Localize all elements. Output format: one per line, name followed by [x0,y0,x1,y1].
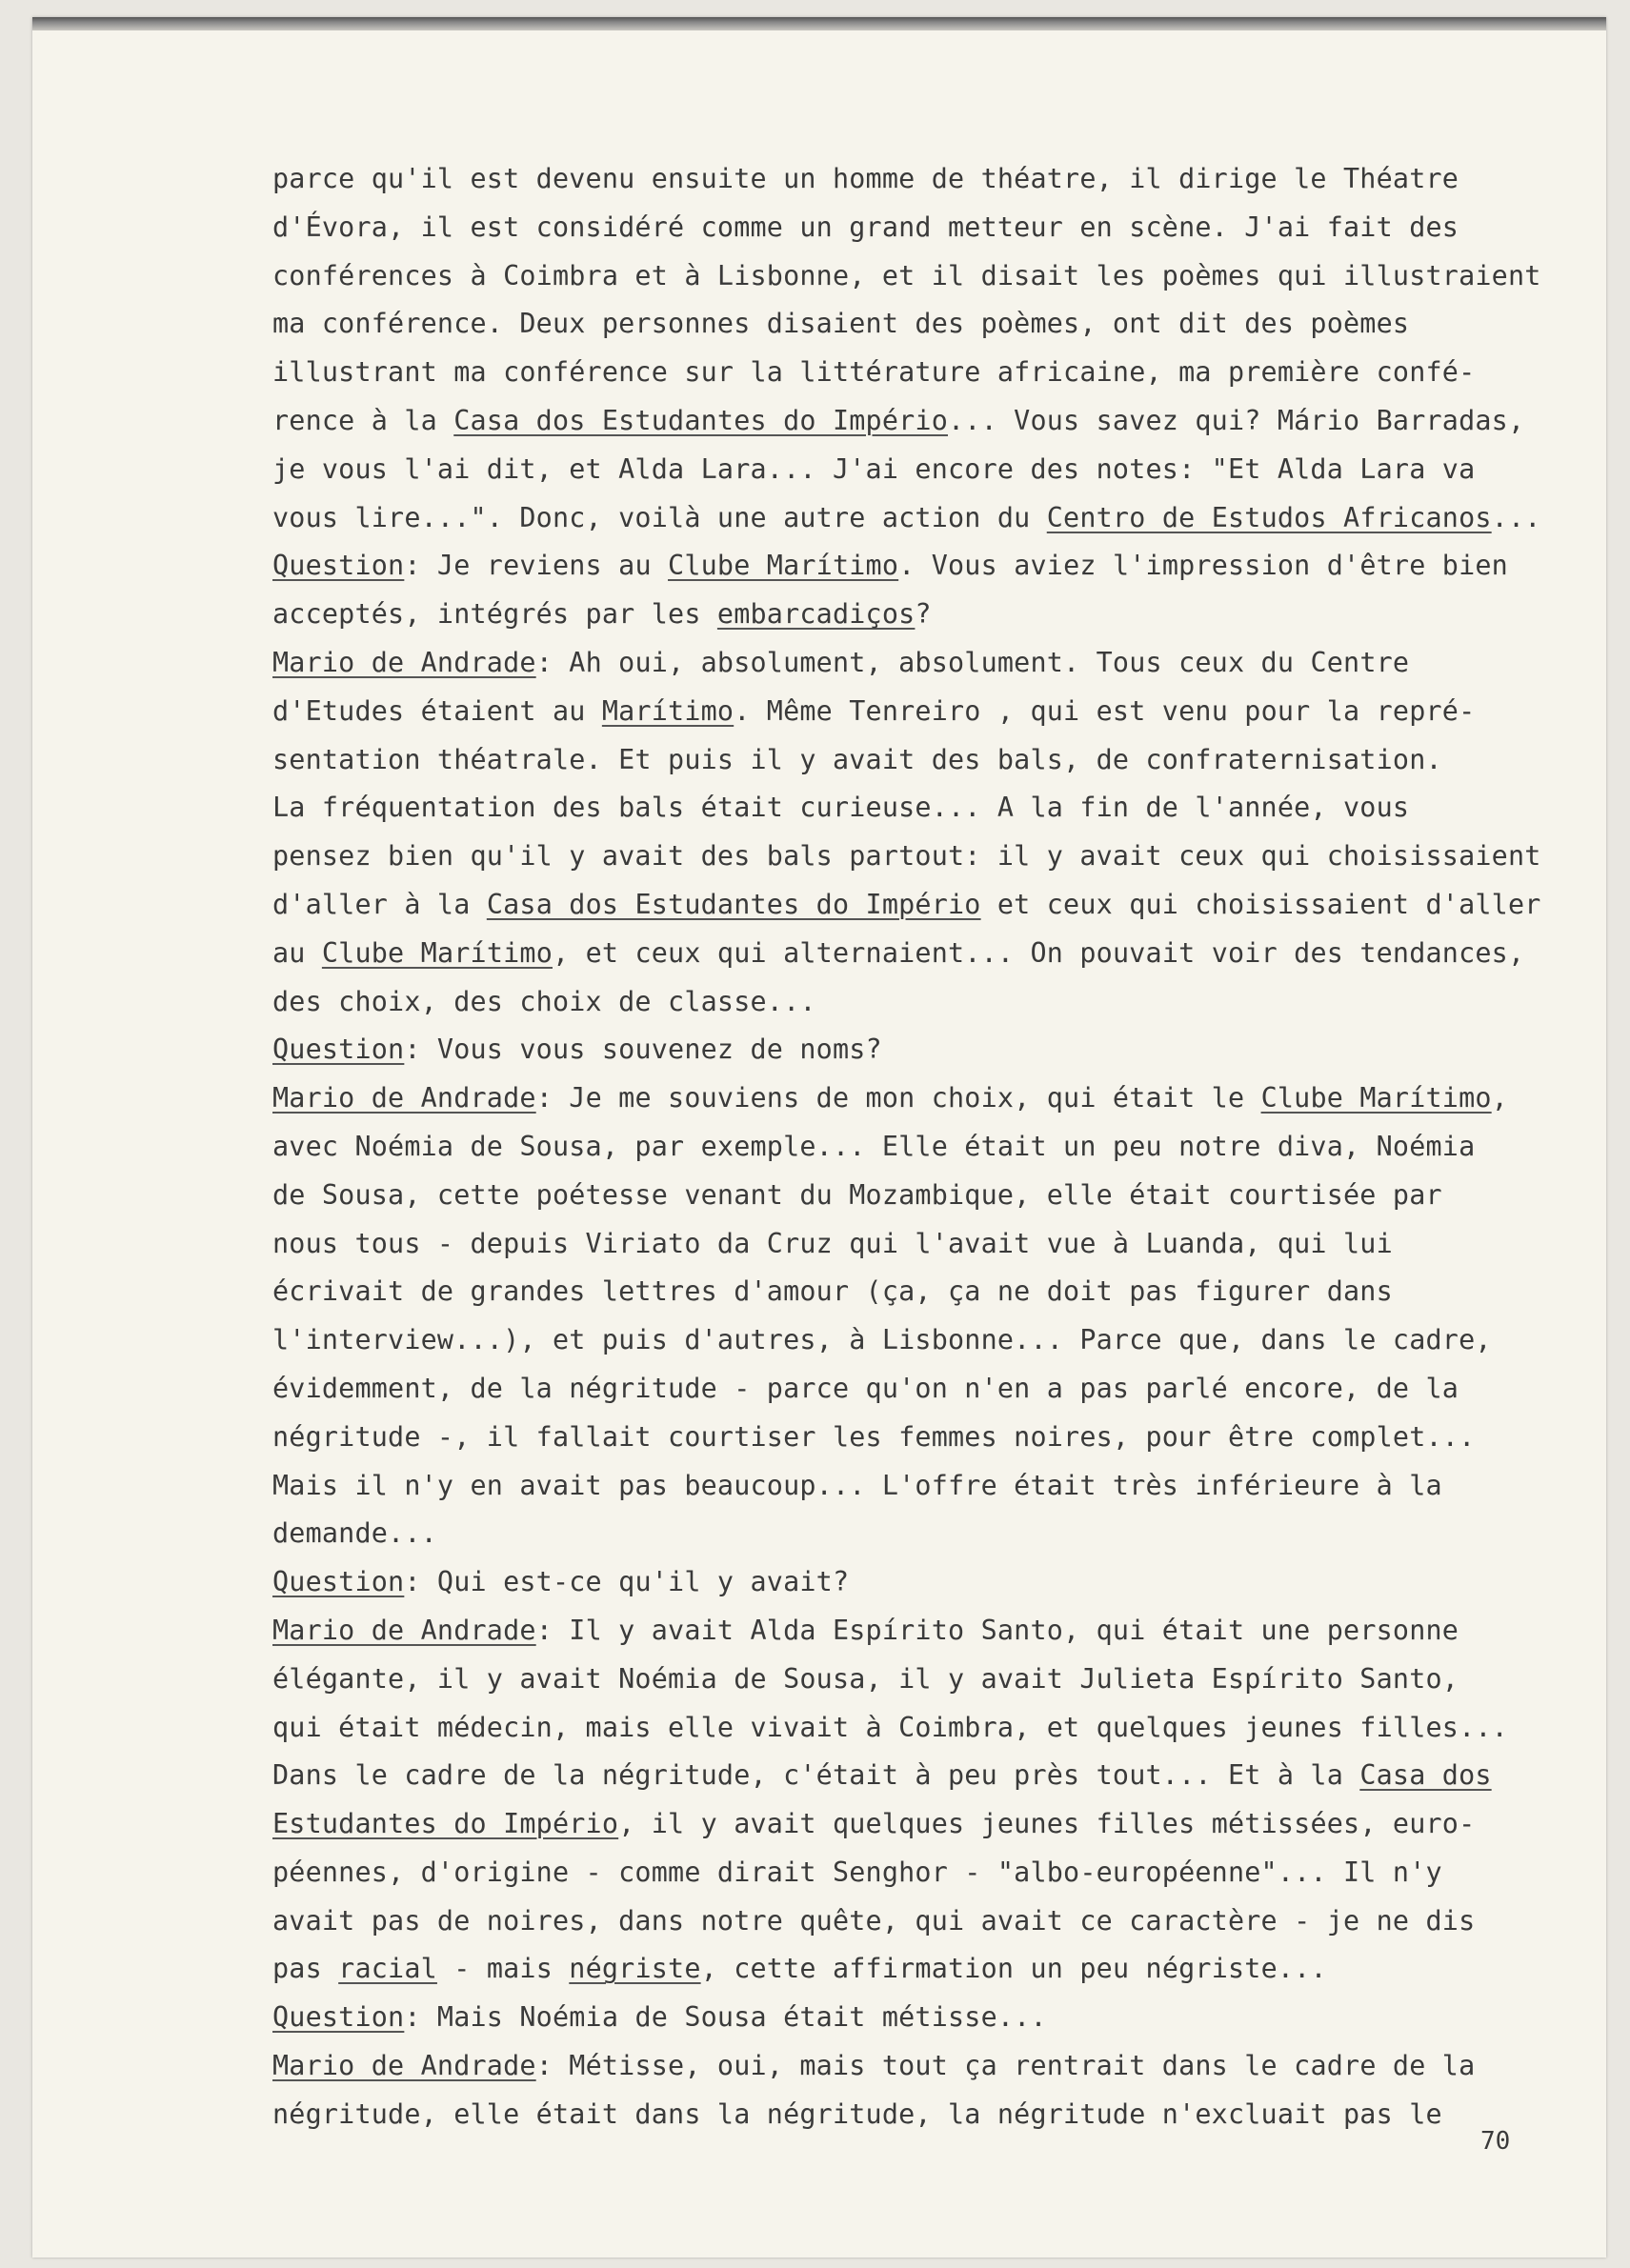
text-run: avait pas de noires, dans notre quête, qui avait ce caractère - je ne dis [272,1904,1476,1937]
text-run: , [1491,1082,1508,1114]
text-line [272,252,1606,301]
text-run: d'aller à la [272,888,487,920]
text-run: de Sousa, cette poétesse venant du Mozambique, elle était courtisée par [272,1178,1442,1211]
text-line [272,1800,1606,1849]
underlined-term: Question [272,1566,405,1598]
text-run: : Mais Noémia de Sousa était métisse... [404,2001,1047,2034]
underlined-term: Estudantes do Império [272,1808,619,1840]
text-line [272,1365,1606,1414]
text-line [272,1268,1606,1316]
text-run: évidemment, de la négritude - parce qu'on n'en a pas parlé encore, de la [272,1372,1459,1404]
text-run: des choix, des choix de classe... [272,985,816,1017]
text-line [272,784,1606,833]
text-run: sentation théatrale. Et puis il y avait des bals, de confraternisation. [272,743,1442,775]
underlined-term: négriste [569,1953,701,1985]
text-line [272,1220,1606,1269]
text-run: péennes, d'origine - comme dirait Senghor - "albo-européenne"... Il n'y [272,1856,1442,1888]
text-run: pas [272,1953,339,1985]
text-line [272,881,1606,930]
text-line [272,1172,1606,1220]
text-run: illustrant ma conférence sur la littérature africaine, ma première confé- [272,356,1476,389]
text-line [272,1752,1606,1800]
document-page [32,17,1606,2258]
text-line [272,736,1606,785]
text-run: Dans le cadre de la négritude, c'était à peu près tout... Et à la [272,1759,1360,1792]
text-run: demande... [272,1517,437,1550]
text-line [272,542,1606,591]
text-line [272,639,1606,688]
text-run: ... Vous savez qui? Mário Barradas, [948,404,1525,436]
underlined-term: Question [272,1034,405,1066]
text-run: vous lire...". Donc, voilà une autre action du [272,501,1047,533]
scan-edge [32,17,1606,30]
text-run: : Ah oui, absolument, absolument. Tous ceux du Centre [535,646,1410,678]
text-run: l'interview...), et puis d'autres, à Lisbonne... Parce que, dans le cadre, [272,1324,1492,1356]
text-line [272,833,1606,881]
text-run: ... [1491,501,1541,533]
underlined-term: embarcadiços [716,598,916,631]
underlined-term: Clube Marítimo [321,936,553,969]
text-run: ma conférence. Deux personnes disaient des poèmes, ont dit des poèmes [272,308,1410,340]
underlined-term: racial [338,1953,437,1985]
text-line [272,1026,1606,1074]
text-line [272,155,1606,204]
text-line [272,1316,1606,1365]
text-line [272,930,1606,978]
text-run: , et ceux qui alternaient... On pouvait voir des tendances, [553,936,1525,969]
text-run: Mais il n'y en avait pas beaucoup... L'offre était très inférieure à la [272,1469,1442,1501]
text-line [272,1558,1606,1607]
text-run: écrivait de grandes lettres d'amour (ça, ça ne doit pas figurer dans [272,1275,1393,1308]
text-run: : Je reviens au [404,550,669,582]
text-line [272,1607,1606,1656]
text-run: je vous l'ai dit, et Alda Lara... J'ai encore des notes: "Et Alda Lara va [272,452,1476,485]
text-line [272,688,1606,736]
text-run: . Vous aviez l'impression d'être bien [898,550,1508,582]
text-run: : Je me souviens de mon choix, qui était le [535,1082,1261,1114]
text-line [272,1897,1606,1946]
text-line [272,1074,1606,1123]
text-line [272,494,1606,543]
text-run: qui était médecin, mais elle vivait à Coimbra, et quelques jeunes filles... [272,1711,1508,1743]
underlined-term: Casa dos Estudantes do Império [486,888,981,920]
page-number: 70 [1480,2127,1511,2156]
text-line [272,2042,1606,2091]
text-run: d'Évora, il est considéré comme un grand metteur en scène. J'ai fait des [272,211,1459,243]
text-line [272,397,1606,446]
text-run: et ceux qui choisissaient d'aller [980,888,1541,920]
text-run: d'Etudes étaient au [272,694,602,727]
text-line [272,2091,1606,2139]
body-text [272,155,1606,2139]
text-line [272,978,1606,1027]
underlined-term: Question [272,550,405,582]
text-run: nous tous - depuis Viriato da Cruz qui l'avait vue à Luanda, qui lui [272,1227,1393,1259]
underlined-term: Mario de Andrade [272,1614,536,1646]
text-run: , il y avait quelques jeunes filles métissées, euro- [618,1808,1476,1840]
text-run: rence à la [272,404,454,436]
text-run: : Vous vous souvenez de noms? [404,1034,882,1066]
text-line [272,204,1606,252]
underlined-term: Question [272,2001,405,2034]
text-run: ? [915,598,932,631]
underlined-term: Centro de Estudos Africanos [1046,501,1492,533]
underlined-term: Mario de Andrade [272,646,536,678]
text-line [272,446,1606,494]
text-run: : Qui est-ce qu'il y avait? [404,1566,850,1598]
text-run: pensez bien qu'il y avait des bals partout: il y avait ceux qui choisissaient [272,840,1541,873]
text-line [272,1656,1606,1704]
text-run: conférences à Coimbra et à Lisbonne, et il disait les poèmes qui illustraient [272,259,1541,291]
text-line [272,1849,1606,1897]
text-line [272,1510,1606,1558]
text-run: avec Noémia de Sousa, par exemple... Elle était un peu notre diva, Noémia [272,1130,1476,1162]
text-line [272,1414,1606,1462]
text-run: - mais [436,1953,570,1985]
text-run: au [272,936,322,969]
text-run: parce qu'il est devenu ensuite un homme de théatre, il dirige le Théatre [272,163,1459,194]
underlined-term: Marítimo [601,694,735,727]
text-line [272,1123,1606,1172]
text-line [272,300,1606,349]
underlined-term: Mario de Andrade [272,2050,536,2082]
text-run: . Même Tenreiro , qui est venu pour la repré- [734,694,1476,727]
text-line [272,1462,1606,1511]
text-line [272,349,1606,397]
text-line [272,1945,1606,1994]
text-run: : Métisse, oui, mais tout ça rentrait dans le cadre de la [535,2050,1476,2082]
underlined-term: Casa dos Estudantes do Império [453,404,948,436]
text-run: : Il y avait Alda Espírito Santo, qui était une personne [535,1614,1459,1646]
text-run: acceptés, intégrés par les [272,598,717,631]
underlined-term: Clube Marítimo [668,550,899,582]
text-run: La fréquentation des bals était curieuse... A la fin de l'année, vous [272,792,1410,824]
text-run: , cette affirmation un peu négriste... [700,1953,1327,1985]
text-run: négritude, elle était dans la négritude, la négritude n'excluait pas le [272,2097,1442,2130]
text-run: élégante, il y avait Noémia de Sousa, il y avait Julieta Espírito Santo, [272,1662,1459,1695]
text-line [272,1994,1606,2042]
text-line [272,1704,1606,1753]
text-run: négritude -, il fallait courtiser les femmes noires, pour être complet... [272,1420,1476,1453]
text-line [272,591,1606,639]
underlined-term: Mario de Andrade [272,1082,536,1114]
underlined-term: Casa dos [1359,1759,1492,1792]
underlined-term: Clube Marítimo [1260,1082,1492,1114]
